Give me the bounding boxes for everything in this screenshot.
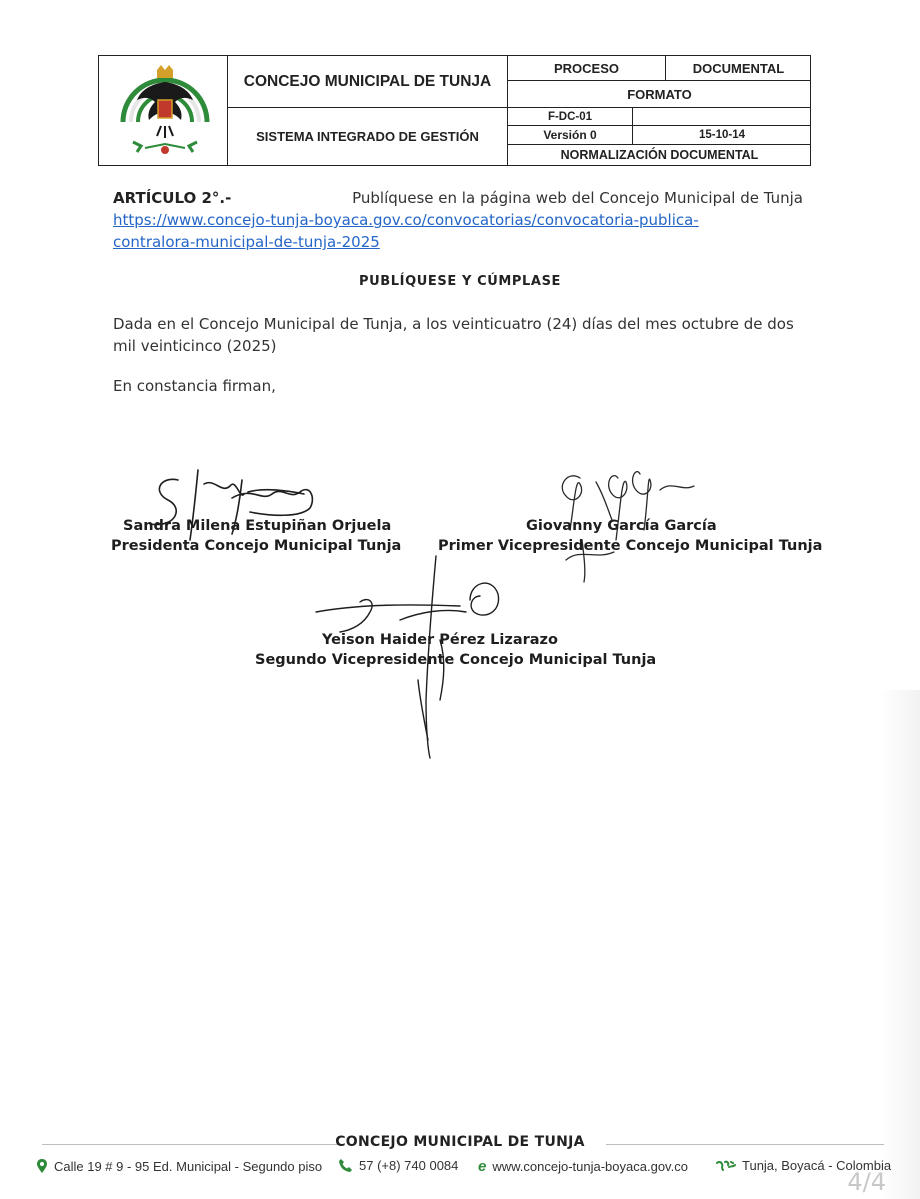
coat-of-arms-logo <box>111 60 219 164</box>
scan-shadow <box>880 690 920 1199</box>
given-line-1: Dada en el Concejo Municipal de Tunja, a los veinticuatro (24) días del mes octubre de dos <box>113 315 794 333</box>
org-name: CONCEJO MUNICIPAL DE TUNJA <box>243 72 492 90</box>
website-text[interactable]: www.concejo-tunja-boyaca.gov.co <box>492 1159 688 1174</box>
convocatoria-link-continued[interactable]: contralora-municipal-de-tunja-2025 <box>113 233 380 251</box>
header-table <box>98 55 811 166</box>
system-name: SISTEMA INTEGRADO DE GESTIÓN <box>256 129 479 144</box>
footer-contact-row <box>36 1158 896 1180</box>
signatory-name-1: Sandra Milena Estupiñan Orjuela <box>123 518 392 534</box>
form-code: F-DC-01 <box>547 110 593 123</box>
footer-phone <box>338 1158 458 1173</box>
convocatoria-link[interactable]: https://www.concejo-tunja-boyaca.gov.co/convocatorias/convocatoria-publica- <box>113 211 699 229</box>
address-text: Calle 19 # 9 - 95 Ed. Municipal - Segundo piso <box>54 1158 323 1174</box>
page-number: 4/4 <box>847 1168 886 1196</box>
phone-icon <box>338 1158 353 1173</box>
version: Versión 0 <box>543 128 597 142</box>
signing-note: En constancia firman, <box>113 377 276 395</box>
signatory-role-2: Primer Vicepresidente Concejo Municipal Tunja <box>438 538 823 554</box>
proceso-value: DOCUMENTAL <box>692 60 785 76</box>
signatory-role-1: Presidenta Concejo Municipal Tunja <box>111 538 402 554</box>
location-text: Tunja, Boyacá - Colombia <box>742 1158 892 1173</box>
globe-map-icon <box>716 1159 736 1173</box>
given-paragraph <box>113 313 803 357</box>
publish-title: PUBLÍQUESE Y CÚMPLASE <box>358 274 562 289</box>
version-date: 15-10-14 <box>698 129 746 141</box>
signatory-role-3: Segundo Vicepresidente Concejo Municipal Tunja <box>255 652 657 668</box>
web-e-icon: e <box>478 1158 487 1175</box>
article-text: Publíquese en la página web del Concejo Municipal de Tunja <box>352 189 803 207</box>
given-line-2: mil veinticinco (2025) <box>113 337 277 355</box>
formato-label: FORMATO <box>627 86 692 102</box>
proceso-label: PROCESO <box>553 60 619 76</box>
article-first-line <box>113 187 803 209</box>
signatory-name-3: Yeison Haider Pérez Lizarazo <box>322 632 558 648</box>
article-paragraph <box>113 187 803 253</box>
footer-address <box>36 1158 322 1174</box>
article-label: ARTÍCULO 2°.- <box>113 189 232 207</box>
location-pin-icon <box>36 1158 48 1174</box>
normalization-label: NORMALIZACIÓN DOCUMENTAL <box>560 148 759 162</box>
signatory-name-2: Giovanny García García <box>526 518 717 534</box>
footer-title: CONCEJO MUNICIPAL DE TUNJA <box>335 1134 585 1150</box>
phone-text: 57 (+8) 740 0084 <box>359 1158 459 1173</box>
footer-website <box>478 1158 688 1175</box>
